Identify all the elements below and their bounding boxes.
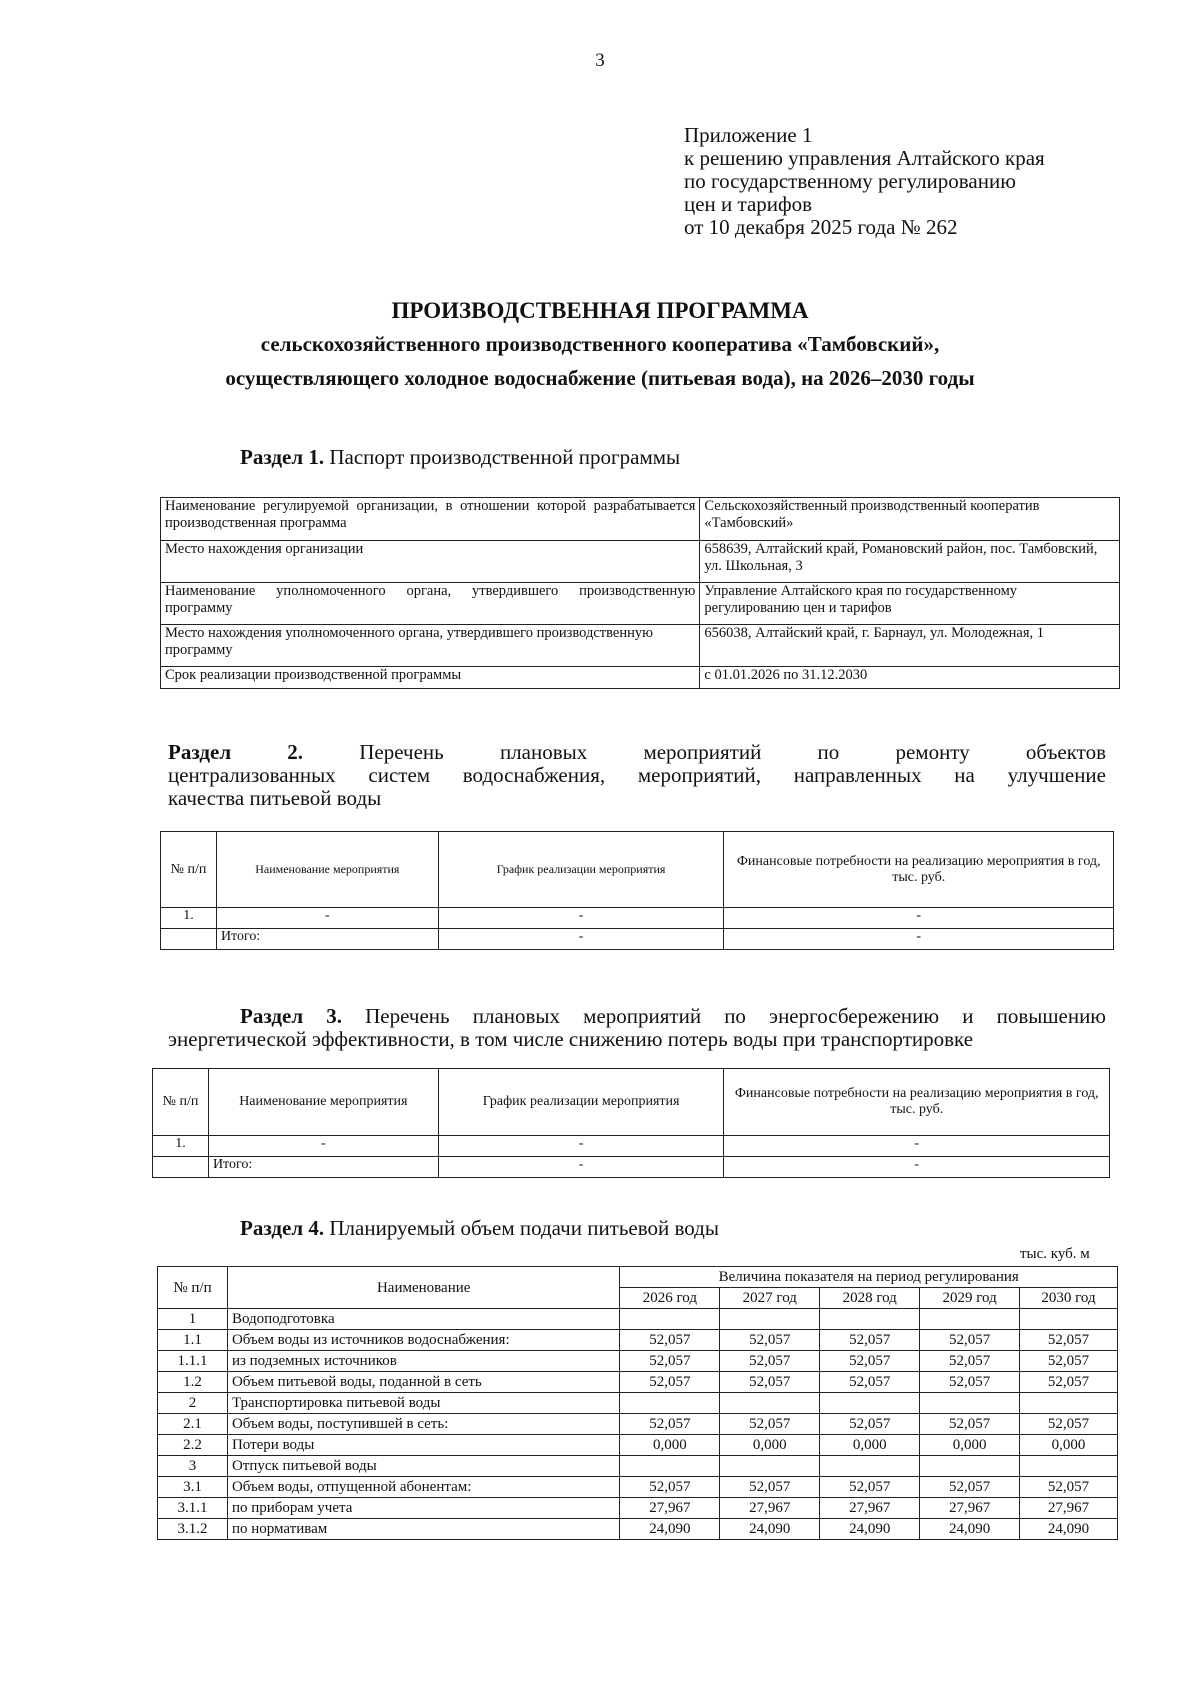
- section-3-line-2: энергетической эффективности, в том числе снижению потерь воды при транспортировке: [168, 1027, 974, 1051]
- section-3-text-1: Перечень плановых мероприятий по энергосбережению и повышению: [342, 1004, 1106, 1028]
- header-cell: № п/п: [153, 1069, 209, 1136]
- value-cell: 27,967: [920, 1498, 1020, 1519]
- table-cell: Управление Алтайского края по государственному регулированию цен и тарифов: [700, 583, 1120, 625]
- value-cell: 0,000: [1020, 1435, 1118, 1456]
- appendix-line: цен и тарифов: [684, 192, 813, 216]
- row-number: 3: [158, 1456, 228, 1477]
- table-cell: 658639, Алтайский край, Романовский район, пос. Тамбовский, ул. Школьная, 3: [700, 541, 1120, 583]
- row-name: Объем воды, поступившей в сеть:: [227, 1414, 620, 1435]
- section-4-text: Планируемый объем подачи питьевой воды: [324, 1216, 719, 1240]
- header-cell: Наименование: [227, 1267, 620, 1309]
- table-row: [161, 929, 1114, 950]
- section-3-line-1: [168, 1005, 1106, 1028]
- value-cell: 52,057: [720, 1372, 820, 1393]
- table-cell: Наименование регулируемой организации, в отношении которой разрабатывается производственная программа: [161, 498, 700, 541]
- table-cell: Срок реализации производственной программы: [161, 667, 700, 689]
- row-name: по нормативам: [227, 1519, 620, 1540]
- table-header-row: [158, 1267, 1118, 1288]
- row-number: 2: [158, 1393, 228, 1414]
- value-cell: 52,057: [1020, 1477, 1118, 1498]
- value-cell: 52,057: [920, 1372, 1020, 1393]
- table-row: [158, 1372, 1118, 1393]
- header-cell: Наименование мероприятия: [216, 832, 438, 908]
- table-cell: Место нахождения уполномоченного органа, утвердившего производственную программу: [161, 625, 700, 667]
- row-number: 1.2: [158, 1372, 228, 1393]
- row-number: 1.1: [158, 1330, 228, 1351]
- year-header: 2026 год: [620, 1288, 720, 1309]
- header-cell: Наименование мероприятия: [208, 1069, 438, 1136]
- value-cell: 52,057: [720, 1351, 820, 1372]
- value-cell: 52,057: [1020, 1351, 1118, 1372]
- value-cell: 52,057: [620, 1372, 720, 1393]
- table-cell: -: [438, 908, 724, 929]
- title-line-3: осуществляющего холодное водоснабжение (питьевая вода), на 2026–2030 годы: [225, 366, 975, 390]
- volume-table-body: [158, 1309, 1118, 1540]
- year-header: 2027 год: [720, 1288, 820, 1309]
- row-name: Водоподготовка: [227, 1309, 620, 1330]
- value-cell: 24,090: [820, 1519, 920, 1540]
- value-cell: 52,057: [820, 1330, 920, 1351]
- section-2-label: Раздел 2.: [168, 740, 304, 764]
- value-cell: [1020, 1393, 1118, 1414]
- row-number: 1.1.1: [158, 1351, 228, 1372]
- table-row: [158, 1435, 1118, 1456]
- table-cell: [153, 1157, 209, 1178]
- value-cell: [920, 1456, 1020, 1477]
- value-cell: 52,057: [1020, 1414, 1118, 1435]
- passport-table: [160, 497, 1120, 689]
- table-row: [158, 1456, 1118, 1477]
- table-row: [161, 908, 1114, 929]
- table-row: [158, 1498, 1118, 1519]
- table-row: [153, 1136, 1110, 1157]
- year-header: 2030 год: [1020, 1288, 1118, 1309]
- title-line-2: сельскохозяйственного производственного кооператива «Тамбовский»,: [260, 332, 940, 356]
- value-cell: 27,967: [720, 1498, 820, 1519]
- title-line-1: ПРОИЗВОДСТВЕННАЯ ПРОГРАММА: [391, 298, 809, 323]
- value-cell: 52,057: [620, 1477, 720, 1498]
- table-row: [158, 1414, 1118, 1435]
- value-cell: 24,090: [1020, 1519, 1118, 1540]
- value-cell: [1020, 1309, 1118, 1330]
- value-cell: 52,057: [820, 1372, 920, 1393]
- value-cell: 52,057: [920, 1330, 1020, 1351]
- table-row: [158, 1393, 1118, 1414]
- value-cell: 52,057: [920, 1477, 1020, 1498]
- value-cell: 52,057: [620, 1414, 720, 1435]
- value-cell: 0,000: [720, 1435, 820, 1456]
- table-cell: Итого:: [216, 929, 438, 950]
- row-name: Отпуск питьевой воды: [227, 1456, 620, 1477]
- year-header: 2029 год: [920, 1288, 1020, 1309]
- units-label: тыс. куб. м: [1020, 1246, 1090, 1262]
- value-cell: 52,057: [720, 1330, 820, 1351]
- table-cell: -: [216, 908, 438, 929]
- table-cell: -: [724, 929, 1114, 950]
- value-cell: [620, 1456, 720, 1477]
- table-cell: -: [438, 1157, 724, 1178]
- appendix-line: Приложение 1: [684, 123, 813, 147]
- value-cell: 52,057: [620, 1351, 720, 1372]
- row-number: 2.2: [158, 1435, 228, 1456]
- value-cell: [620, 1309, 720, 1330]
- value-cell: 52,057: [1020, 1330, 1118, 1351]
- header-cell: Финансовые потребности на реализацию мероприятия в год, тыс. руб.: [724, 832, 1114, 908]
- table-header-row: [161, 832, 1114, 908]
- section-3-label: Раздел 3.: [240, 1004, 342, 1028]
- value-cell: 52,057: [1020, 1372, 1118, 1393]
- table-header-row: [153, 1069, 1110, 1136]
- table-cell: -: [208, 1136, 438, 1157]
- row-number: 2.1: [158, 1414, 228, 1435]
- header-cell: № п/п: [158, 1267, 228, 1309]
- table-row: [161, 541, 1120, 583]
- table-row: [158, 1330, 1118, 1351]
- appendix-line: от 10 декабря 2025 года № 262: [684, 215, 958, 239]
- header-cell: График реализации мероприятия: [438, 1069, 724, 1136]
- row-name: Транспортировка питьевой воды: [227, 1393, 620, 1414]
- value-cell: 0,000: [920, 1435, 1020, 1456]
- table-cell: Сельскохозяйственный производственный кооператив «Тамбовский»: [700, 498, 1120, 541]
- table-row: [161, 498, 1120, 541]
- value-cell: [620, 1393, 720, 1414]
- table-row: [158, 1519, 1118, 1540]
- row-name: по приборам учета: [227, 1498, 620, 1519]
- section-2-table: [160, 831, 1114, 950]
- value-cell: 52,057: [920, 1414, 1020, 1435]
- table-cell: -: [438, 1136, 724, 1157]
- appendix-block: [684, 124, 1045, 239]
- table-cell: -: [724, 908, 1114, 929]
- row-name: из подземных источников: [227, 1351, 620, 1372]
- value-cell: [820, 1393, 920, 1414]
- section-2-line-1: [168, 741, 1106, 764]
- appendix-line: к решению управления Алтайского края: [684, 146, 1045, 170]
- value-cell: [920, 1393, 1020, 1414]
- section-3-table: [152, 1068, 1110, 1178]
- value-cell: 24,090: [720, 1519, 820, 1540]
- table-row: [158, 1477, 1118, 1498]
- table-row: [158, 1351, 1118, 1372]
- row-number: 3.1.1: [158, 1498, 228, 1519]
- row-number: 1: [158, 1309, 228, 1330]
- table-cell: Наименование уполномоченного органа, утвердившего производственную программу: [161, 583, 700, 625]
- table-row: [161, 667, 1120, 689]
- section-1-text: Паспорт производственной программы: [324, 445, 681, 469]
- section-1-heading: [240, 446, 680, 469]
- volume-table: [157, 1266, 1118, 1540]
- table-cell: Место нахождения организации: [161, 541, 700, 583]
- table-cell: -: [438, 929, 724, 950]
- value-cell: 24,090: [620, 1519, 720, 1540]
- value-cell: [820, 1309, 920, 1330]
- section-2-line-3: качества питьевой воды: [168, 786, 382, 810]
- value-cell: 0,000: [820, 1435, 920, 1456]
- table-cell: с 01.01.2026 по 31.12.2030: [700, 667, 1120, 689]
- row-name: Объем питьевой воды, поданной в сеть: [227, 1372, 620, 1393]
- value-cell: [720, 1393, 820, 1414]
- page-number: 3: [595, 50, 605, 71]
- header-cell: Финансовые потребности на реализацию мероприятия в год, тыс. руб.: [724, 1069, 1110, 1136]
- section-4-heading: [240, 1217, 719, 1240]
- table-cell: -: [724, 1157, 1110, 1178]
- header-cell: № п/п: [161, 832, 217, 908]
- value-cell: 27,967: [620, 1498, 720, 1519]
- section-2-text-1: Перечень плановых мероприятий по ремонту объектов: [359, 740, 1106, 764]
- value-cell: 52,057: [720, 1414, 820, 1435]
- value-cell: 52,057: [820, 1351, 920, 1372]
- row-number: 3.1.2: [158, 1519, 228, 1540]
- value-cell: 27,967: [1020, 1498, 1118, 1519]
- row-name: Потери воды: [227, 1435, 620, 1456]
- value-cell: 52,057: [620, 1330, 720, 1351]
- value-cell: [920, 1309, 1020, 1330]
- header-cell: Величина показателя на период регулирования: [620, 1267, 1118, 1288]
- section-2-heading: [168, 741, 1106, 810]
- value-cell: 52,057: [720, 1477, 820, 1498]
- table-cell: 1.: [161, 908, 217, 929]
- value-cell: 52,057: [820, 1477, 920, 1498]
- value-cell: [720, 1456, 820, 1477]
- table-row: [161, 625, 1120, 667]
- value-cell: 0,000: [620, 1435, 720, 1456]
- value-cell: [720, 1309, 820, 1330]
- table-cell: [161, 929, 217, 950]
- row-number: 3.1: [158, 1477, 228, 1498]
- table-cell: 656038, Алтайский край, г. Барнаул, ул. Молодежная, 1: [700, 625, 1120, 667]
- value-cell: 24,090: [920, 1519, 1020, 1540]
- section-4-label: Раздел 4.: [240, 1216, 325, 1240]
- row-name: Объем воды, отпущенной абонентам:: [227, 1477, 620, 1498]
- value-cell: [1020, 1456, 1118, 1477]
- appendix-line: по государственному регулированию: [684, 169, 1016, 193]
- section-1-label: Раздел 1.: [240, 445, 325, 469]
- header-cell: График реализации мероприятия: [438, 832, 724, 908]
- table-cell: 1.: [153, 1136, 209, 1157]
- section-3-heading: [168, 1005, 1106, 1051]
- value-cell: 52,057: [820, 1414, 920, 1435]
- table-row: [158, 1309, 1118, 1330]
- row-name: Объем воды из источников водоснабжения:: [227, 1330, 620, 1351]
- value-cell: [820, 1456, 920, 1477]
- table-cell: -: [724, 1136, 1110, 1157]
- table-row: [161, 583, 1120, 625]
- section-2-line-2: централизованных систем водоснабжения, мероприятий, направленных на улучшение: [168, 763, 1106, 787]
- value-cell: 52,057: [920, 1351, 1020, 1372]
- table-row: [153, 1157, 1110, 1178]
- value-cell: 27,967: [820, 1498, 920, 1519]
- document-title: [0, 296, 1200, 394]
- table-cell: Итого:: [208, 1157, 438, 1178]
- year-header: 2028 год: [820, 1288, 920, 1309]
